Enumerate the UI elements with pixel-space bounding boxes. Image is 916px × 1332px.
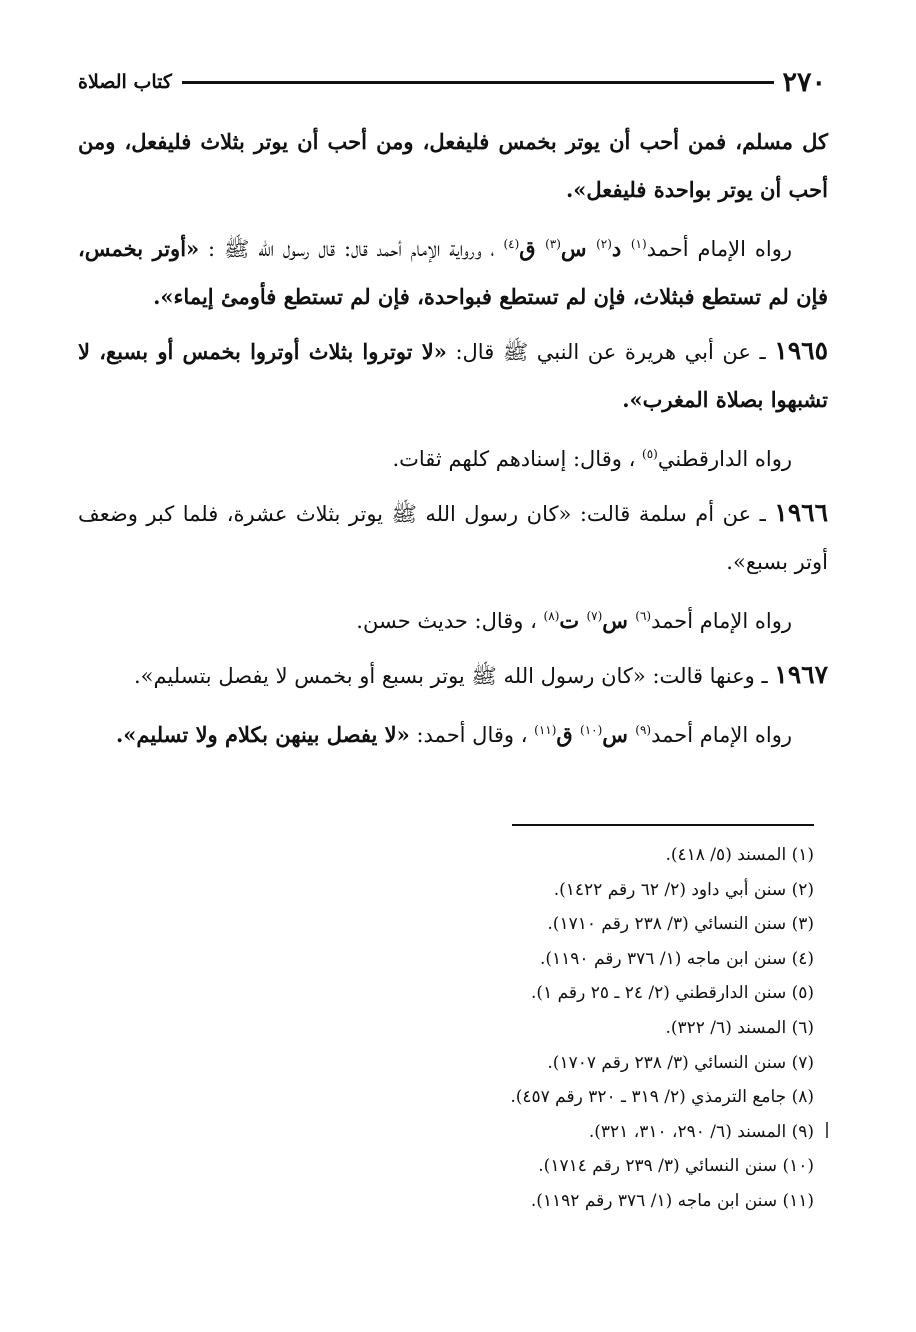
footnote-item: (٦) المسند (٦/ ٣٢٢).: [665, 1017, 814, 1038]
source-code: س: [602, 608, 636, 633]
narration-text: رواه الإمام أحمد: [651, 609, 792, 633]
footnote-item: (٩) المسند (٦/ ٢٩٠، ٣١٠، ٣٢١).: [588, 1121, 814, 1142]
narration-text: ـ وعنها قالت:: [645, 664, 775, 688]
hadith-1965: [78, 327, 828, 424]
source-code: ق: [519, 236, 546, 261]
hadith-number: ١٩٦٦: [774, 498, 828, 527]
footnote-item: (٨) جامع الترمذي (٢/ ٣١٩ ـ ٣٢٠ رقم ٤٥٧).: [510, 1087, 814, 1108]
narration-text: ، وقال: إسنادهم كلهم ثقات.: [392, 447, 643, 471]
footnote-ref: (٨): [543, 609, 560, 623]
footnote-item: (٤) سنن ابن ماجه (١/ ٣٧٦ رقم ١١٩٠).: [539, 948, 814, 969]
page-header: [78, 62, 826, 102]
margin-mark: [826, 1122, 828, 1138]
narration-text: ، وقال أحمد:: [409, 723, 535, 747]
footnote-item: (٧) سنن النسائي (٣/ ٢٣٨ رقم ١٧٠٧).: [547, 1052, 814, 1073]
hadith-text: كل مسلم، فمن أحب أن يوتر بخمس فليفعل، ومن أحب أن يوتر بثلاث فليفعل، ومن أحب أن يوتر بواحدة فليفعل».: [78, 129, 828, 202]
header-rule: [182, 81, 775, 84]
footnotes: [334, 838, 814, 1219]
hadith-quote: «أوتر بخمس، فإن لم تستطع فبثلاث، فإن لم تستطع فبواحدة، فإن لم تستطع فأومئ إيماء».: [78, 236, 828, 309]
footnote-ref: (٤): [503, 237, 520, 251]
footnote-ref: (٣): [545, 237, 561, 251]
source-code: ق: [556, 722, 581, 747]
narration-text: ، وقال: حديث حسن.: [356, 609, 544, 633]
paragraph-narration-1966: [78, 592, 828, 645]
footnote-ref: (١٠): [580, 723, 603, 737]
hadith-1967: [78, 651, 828, 700]
source-code: س: [560, 236, 597, 261]
footnote-item: (٢) سنن أبي داود (٢/ ٦٢ رقم ١٤٢٢).: [553, 879, 814, 900]
footnote-divider: [512, 824, 814, 826]
main-text: [78, 118, 828, 765]
footnote-ref: (٩): [635, 723, 652, 737]
paragraph-narration-1967: [78, 706, 828, 759]
source-code: د: [611, 236, 631, 261]
page-number: ٢٧٠: [782, 66, 826, 98]
source-code: س: [602, 722, 636, 747]
paragraph-continuation: [78, 118, 828, 214]
hadith-quote: «لا توتروا بثلاث أوتروا بخمس أو بسبع، لا تشبهوا بصلاة المغرب».: [78, 339, 828, 412]
hadith-number: ١٩٦٥: [774, 336, 828, 365]
narration-text: رواه الإمام أحمد: [646, 237, 792, 261]
source-code: ت: [559, 608, 587, 633]
narration-text: رواه الإمام أحمد: [651, 723, 792, 747]
hadith-quote: «كان رسول الله ﷺ يوتر بسبع أو بخمس لا يفصل بتسليم».: [133, 664, 646, 688]
footnote-item: (١٠) سنن النسائي (٣/ ٢٣٩ رقم ١٧١٤).: [538, 1156, 814, 1177]
footnote-ref: (٢): [596, 237, 612, 251]
hadith-quote: «لا يفصل بينهن بكلام ولا تسليم».: [115, 722, 410, 747]
footnote-ref: (٧): [586, 609, 603, 623]
footnote-ref: (٥): [642, 447, 658, 461]
footnote-item: (٥) سنن الدارقطني (٢/ ٢٤ ـ ٢٥ رقم ١).: [531, 983, 814, 1004]
footnote-ref: (٦): [635, 609, 652, 623]
footnote-item: (٣) سنن النسائي (٣/ ٢٣٨ رقم ١٧١٠).: [547, 914, 814, 935]
hadith-quote: ـ عن أم سلمة قالت: «كان رسول الله ﷺ يوتر بثلاث عشرة، فلما كبر وضعف أوتر بسبع».: [78, 502, 828, 574]
narration-text: ـ عن أبي هريرة عن النبي ﷺ قال:: [446, 340, 775, 364]
footnote-ref: (١١): [534, 723, 557, 737]
paragraph-narration-1964: [78, 220, 828, 321]
narration-text: ، ورواية الإمام أحمد قال: قال رسول الله ﷺ :: [199, 237, 504, 261]
paragraph-narration-1965: [78, 430, 828, 483]
hadith-1966: [78, 489, 828, 586]
narration-text: رواه الدارقطني: [657, 447, 792, 471]
footnote-ref: (١): [630, 237, 647, 251]
footnote-item: (١) المسند (٥/ ٤١٨).: [665, 845, 814, 865]
footnote-item: (١١) سنن ابن ماجه (١/ ٣٧٦ رقم ١١٩٢).: [530, 1190, 814, 1211]
book-title: كتاب الصلاة: [78, 71, 172, 93]
hadith-number: ١٩٦٧: [774, 660, 828, 689]
